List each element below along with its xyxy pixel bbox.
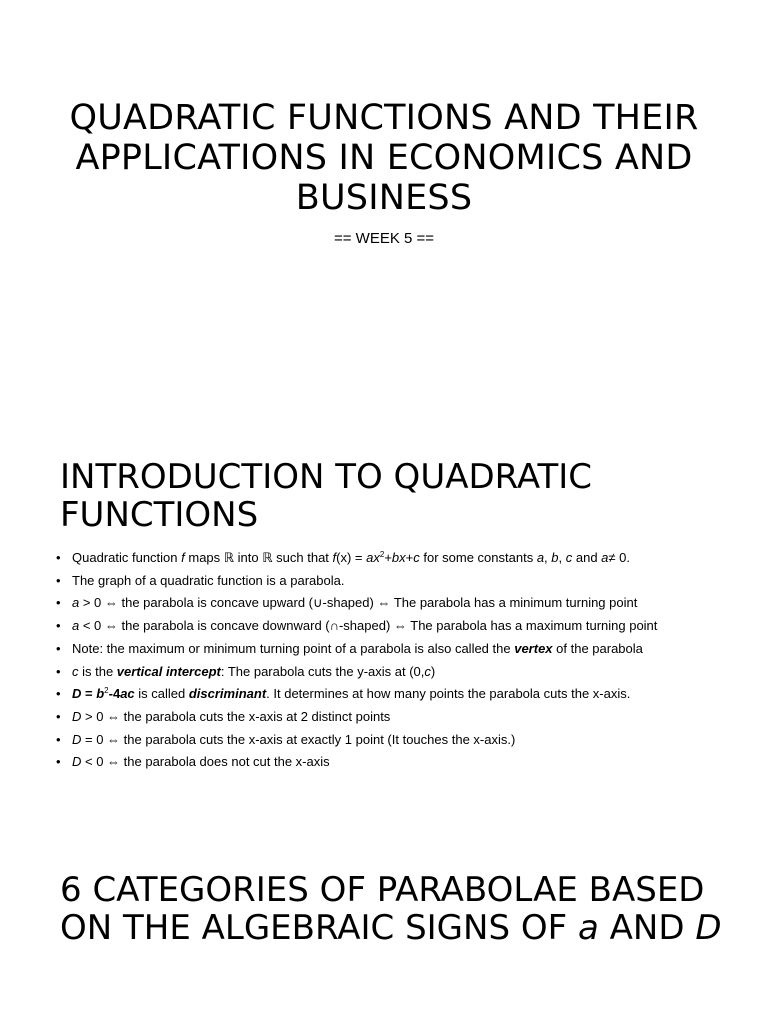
text-run: of the parabola bbox=[552, 640, 643, 656]
text-run: is the bbox=[78, 663, 117, 679]
text-run: c bbox=[413, 550, 420, 565]
presentation-title: QUADRATIC FUNCTIONS AND THEIR APPLICATIONS IN ECONOMICS AND BUSINESS bbox=[69, 98, 699, 218]
text-run: f bbox=[181, 550, 185, 565]
text-run: vertex bbox=[514, 640, 553, 656]
bullet-item bbox=[56, 547, 756, 570]
categories-slide bbox=[0, 830, 768, 1024]
text-run: and bbox=[572, 550, 602, 565]
text-run: D bbox=[72, 754, 82, 770]
text-run: c bbox=[424, 663, 431, 679]
text-run: = 0 ⇔ the parabola cuts the x-axis at exactly 1 point (It touches the x-axis.) bbox=[81, 731, 516, 747]
slide-heading bbox=[60, 871, 740, 947]
text-run: ) bbox=[430, 663, 436, 679]
text-run: b bbox=[96, 686, 105, 702]
text-run: 2 bbox=[379, 550, 385, 559]
text-run: maps ℝ into ℝ such that bbox=[184, 550, 333, 565]
bullet-item bbox=[56, 615, 756, 638]
text-run: Quadratic function bbox=[72, 550, 182, 565]
text-run: ≠ 0. bbox=[608, 550, 630, 565]
text-run: Note: the maximum or minimum turning point of a parabola is also called the bbox=[72, 640, 515, 656]
text-run: ac bbox=[120, 686, 135, 702]
text-run: c bbox=[565, 550, 573, 565]
bullet-list bbox=[56, 547, 756, 774]
text-run: . It determines at how many points the parabola cuts the x-axis. bbox=[266, 686, 631, 702]
bullet-item bbox=[56, 729, 756, 752]
bullet-dot: • bbox=[56, 572, 61, 588]
text-run: > 0 ⇔ the parabola cuts the x-axis at 2 distinct points bbox=[81, 708, 391, 724]
bullet-dot: • bbox=[56, 754, 61, 770]
text-run: (x) = bbox=[336, 550, 367, 565]
text-run: for some constants bbox=[419, 550, 537, 565]
text-run: 6 CATEGORIES OF PARABOLAE BASED ON THE ALGEBRAIC SIGNS OF bbox=[60, 870, 705, 948]
text-run: AND bbox=[598, 908, 696, 948]
bullet-dot: • bbox=[56, 686, 61, 702]
text-run: -4 bbox=[108, 686, 121, 702]
slide-heading: INTRODUCTION TO QUADRATIC FUNCTIONS bbox=[60, 457, 593, 535]
text-run: , bbox=[558, 550, 566, 565]
text-run: a bbox=[72, 618, 80, 634]
bullet-item bbox=[56, 683, 756, 706]
text-run: b bbox=[551, 550, 559, 565]
text-run: = bbox=[81, 686, 97, 702]
text-run: D bbox=[72, 686, 82, 702]
bullet-item bbox=[56, 661, 756, 684]
title-slide bbox=[0, 0, 768, 410]
text-run: a bbox=[601, 550, 609, 565]
text-run: vertical intercept bbox=[116, 663, 221, 679]
bullet-item bbox=[56, 751, 756, 774]
text-run: , bbox=[544, 550, 552, 565]
text-run: a bbox=[536, 550, 545, 565]
text-run: f bbox=[332, 550, 337, 565]
bullet-item bbox=[56, 570, 756, 593]
bullet-item bbox=[56, 706, 756, 729]
text-run: < 0 ⇔ the parabola does not cut the x-axis bbox=[81, 754, 330, 770]
text-run: a bbox=[72, 595, 80, 611]
text-run: < 0 ⇔ the parabola is concave downward (∩-shaped) ⇔ The parabola has a maximum turning point bbox=[79, 618, 658, 634]
text-run: D bbox=[72, 708, 82, 724]
presentation-subtitle: == WEEK 5 == bbox=[333, 230, 435, 247]
text-run: c bbox=[72, 663, 79, 679]
text-run: 2 bbox=[104, 686, 109, 696]
text-run: + bbox=[405, 550, 414, 565]
text-run: D bbox=[695, 908, 722, 948]
text-run: + bbox=[384, 550, 392, 565]
bullet-dot: • bbox=[56, 618, 61, 634]
text-run: ax bbox=[366, 550, 380, 565]
bullet-dot: • bbox=[56, 640, 61, 656]
bullet-item bbox=[56, 592, 756, 615]
bullet-dot: • bbox=[56, 708, 61, 724]
bullet-item bbox=[56, 638, 756, 661]
text-run: The graph of a quadratic function is a parabola. bbox=[72, 572, 345, 588]
bullet-dot: • bbox=[56, 595, 61, 611]
text-run: > 0 ⇔ the parabola is concave upward (∪-shaped) ⇔ The parabola has a minimum turning point bbox=[79, 595, 638, 611]
text-run: : The parabola cuts the y-axis at (0, bbox=[220, 663, 425, 679]
text-run: bx bbox=[391, 550, 406, 565]
text-run: discriminant bbox=[188, 686, 267, 702]
text-run: is called bbox=[134, 686, 189, 702]
bullet-dot: • bbox=[56, 550, 61, 565]
text-run: a bbox=[577, 908, 599, 948]
intro-slide bbox=[0, 410, 768, 830]
bullet-dot: • bbox=[56, 663, 61, 679]
text-run: D bbox=[72, 731, 82, 747]
bullet-dot: • bbox=[56, 731, 61, 747]
